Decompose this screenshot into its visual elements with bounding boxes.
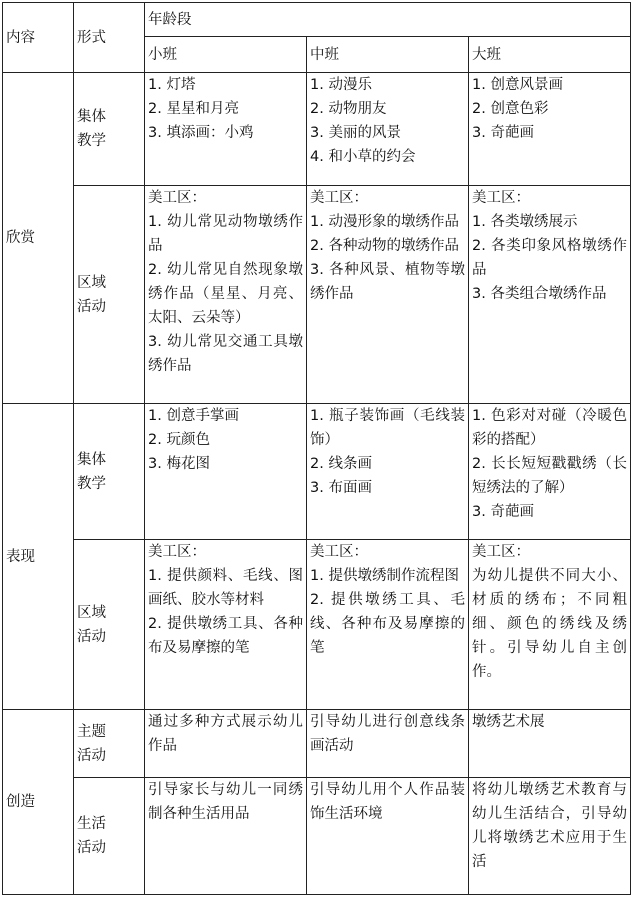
section-expression: 表现 xyxy=(3,404,74,710)
header-large-class: 大班 xyxy=(469,37,631,73)
header-age-group: 年龄段 xyxy=(145,3,631,37)
cell-large: 墩绣艺术展 xyxy=(469,710,631,778)
cell-large: 将幼儿墩绣艺术教育与幼儿生活结合，引导幼儿将墩绣艺术应用于生活 xyxy=(469,778,631,895)
cell-middle: 1. 动漫乐 2. 动物朋友 3. 美丽的风景 4. 和小草的约会 xyxy=(307,73,469,186)
form-cell: 集体 教学 xyxy=(74,73,145,186)
section-creation: 创造 xyxy=(3,710,74,895)
section-appreciation: 欣赏 xyxy=(3,73,74,404)
header-form: 形式 xyxy=(74,3,145,73)
cell-middle: 引导幼儿进行创意线条画活动 xyxy=(307,710,469,778)
header-small-class: 小班 xyxy=(145,37,307,73)
cell-small: 1. 创意手掌画 2. 玩颜色 3. 梅花图 xyxy=(145,404,307,540)
cell-middle: 美工区： 1. 动漫形象的墩绣作品 2. 各种动物的墩绣作品 3. 各种风景、植物等墩绣作品 xyxy=(307,186,469,404)
cell-middle: 1. 瓶子装饰画（毛线装饰） 2. 线条画 3. 布面画 xyxy=(307,404,469,540)
cell-small: 美工区： 1. 幼儿常见动物墩绣作品 2. 幼儿常见自然现象墩绣作品（星星、月亮、太阳、云朵等） 3. 幼儿常见交通工具墩绣作品 xyxy=(145,186,307,404)
cell-large: 美工区： 1. 各类墩绣展示 2. 各类印象风格墩绣作品 3. 各类组合墩绣作品 xyxy=(469,186,631,404)
cell-small: 1. 灯塔 2. 星星和月亮 3. 填添画：小鸡 xyxy=(145,73,307,186)
form-cell: 区域 活动 xyxy=(74,186,145,404)
cell-small: 引导家长与幼儿一同绣制各种生活用品 xyxy=(145,778,307,895)
form-cell: 主题 活动 xyxy=(74,710,145,778)
cell-large: 1. 色彩对对碰（冷暖色彩的搭配） 2. 长长短短戳戳绣（长短绣法的了解） 3. 奇葩画 xyxy=(469,404,631,540)
curriculum-table xyxy=(2,2,631,895)
cell-middle: 引导幼儿用个人作品装饰生活环境 xyxy=(307,778,469,895)
cell-large: 美工区： 为幼儿提供不同大小、材质的绣布；不同粗细、颜色的绣线及绣针。引导幼儿自主创作。 xyxy=(469,540,631,710)
cell-small: 美工区： 1. 提供颜料、毛线、图画纸、胶水等材料 2. 提供墩绣工具、各种布及易摩擦的笔 xyxy=(145,540,307,710)
form-cell: 生活 活动 xyxy=(74,778,145,895)
form-cell: 区域 活动 xyxy=(74,540,145,710)
header-content: 内容 xyxy=(3,3,74,73)
cell-small: 通过多种方式展示幼儿作品 xyxy=(145,710,307,778)
header-middle-class: 中班 xyxy=(307,37,469,73)
cell-large: 1. 创意风景画 2. 创意色彩 3. 奇葩画 xyxy=(469,73,631,186)
cell-middle: 美工区： 1. 提供墩绣制作流程图 2. 提供墩绣工具、毛线、各种布及易摩擦的笔 xyxy=(307,540,469,710)
form-cell: 集体 教学 xyxy=(74,404,145,540)
